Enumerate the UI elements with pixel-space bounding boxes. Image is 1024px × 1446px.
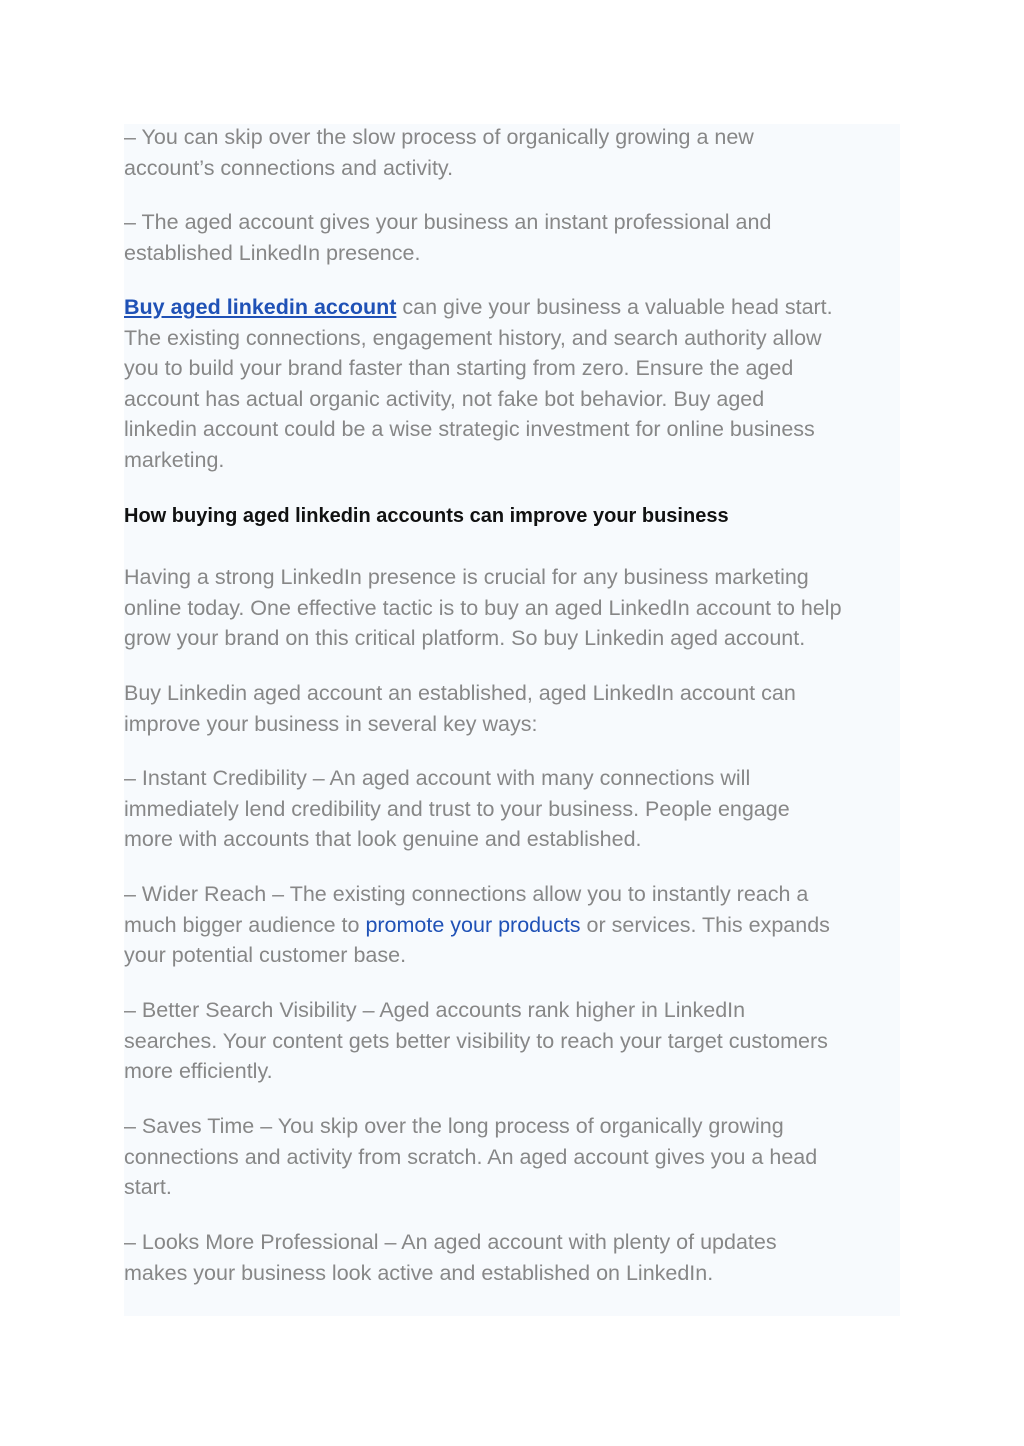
paragraph-strong-presence: Having a strong LinkedIn presence is crucial for any business marketing online today. One effective tactic is to buy an aged LinkedIn account to help grow your brand on this critical platform. So buy Linkedin aged account. [124, 565, 842, 651]
paragraph-head-start: Buy aged linkedin account can give your business a valuable head start. The existing connections, engagement history, and search authority allow you to build your brand faster than starting from zero. Ensure the aged account has actual organic activity, not fake bot behavior. Buy aged linkedin account could be a wise strategic investment for online business marketing. [124, 295, 833, 472]
buy-aged-linkedin-link[interactable]: Buy aged linkedin account [124, 295, 397, 319]
list-item-wider-reach: – Wider Reach – The existing connections allow you to instantly reach a much bigger audience to promote your products or services. This expands your potential customer base. [124, 882, 830, 968]
list-item-search-visibility: – Better Search Visibility – Aged accounts rank higher in LinkedIn searches. Your content gets better visibility to reach your target customers more efficiently. [124, 998, 828, 1084]
list-item-saves-time: – Saves Time – You skip over the long process of organically growing connections and activity from scratch. An aged account gives you a head start. [124, 1114, 818, 1200]
list-item-looks-professional: – Looks More Professional – An aged account with plenty of updates makes your business look active and established on LinkedIn. [124, 1230, 777, 1285]
paragraph-key-ways: Buy Linkedin aged account an established, aged LinkedIn account can improve your business in several key ways: [124, 681, 796, 736]
promote-products-link[interactable]: promote your products [365, 912, 581, 937]
list-item-instant-credibility: – Instant Credibility – An aged account with many connections will immediately lend credibility and trust to your business. People engage more with accounts that look genuine and established. [124, 766, 790, 852]
paragraph-skip-process: – You can skip over the slow process of organically growing a new account’s connections and activity. [124, 125, 754, 180]
paragraph-instant-presence: – The aged account gives your business an instant professional and established LinkedIn presence. [124, 210, 772, 265]
document-content [124, 124, 900, 1316]
section-heading: How buying aged linkedin accounts can improve your business [124, 505, 729, 527]
